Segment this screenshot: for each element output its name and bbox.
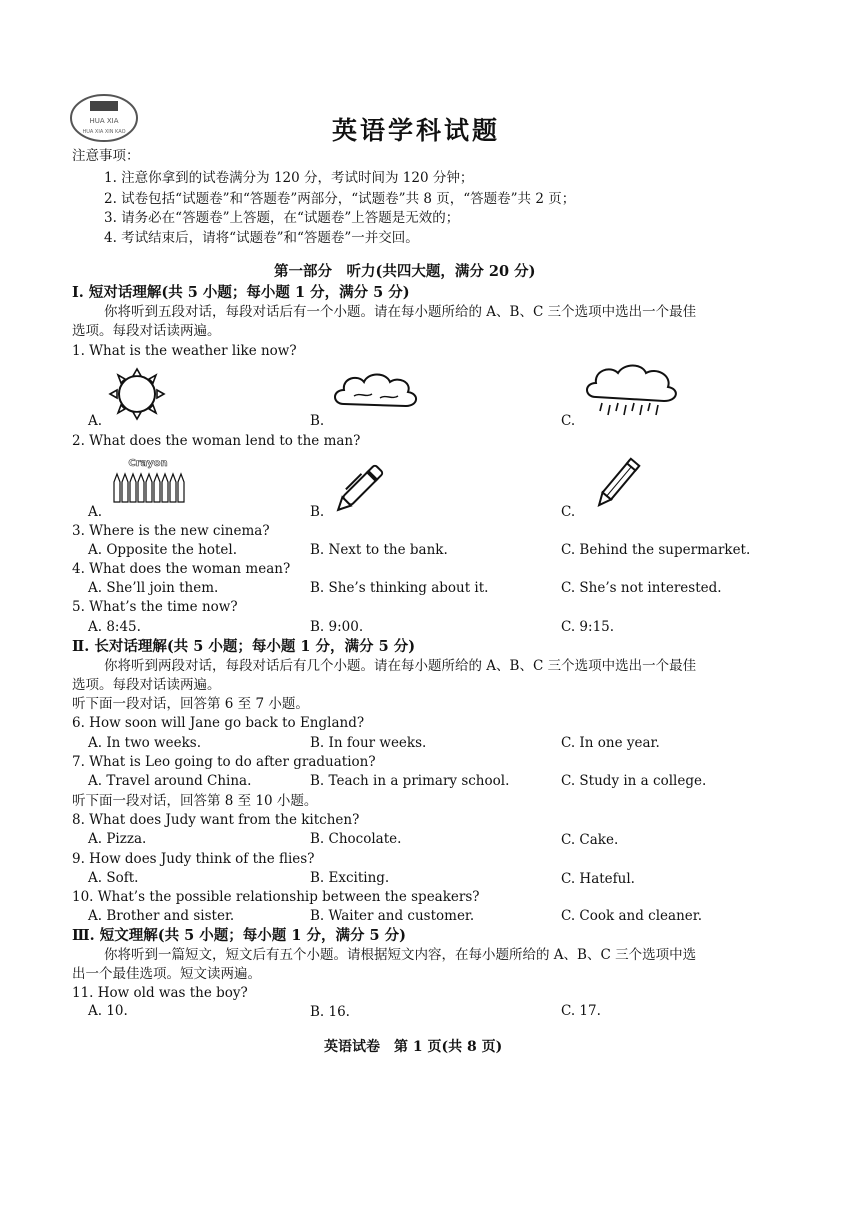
rain-cloud-icon: [584, 361, 680, 421]
q5-option-b: B. 9:00.: [310, 619, 364, 635]
sec2-intro-1: 听下面一段对话，回答第 6 至 7 小题。: [72, 696, 309, 712]
q9-option-a: A. Soft.: [88, 870, 139, 886]
pencil-icon: [588, 450, 652, 512]
crayon-label: Crayon: [128, 458, 168, 469]
q5-option-a: A. 8:45.: [88, 619, 141, 635]
part1-heading: 第一部分 听力(共四大题，满分 20 分): [274, 263, 536, 280]
question-1: 1. What is the weather like now?: [72, 343, 297, 359]
page-footer: 英语试卷 第 1 页(共 8 页): [324, 1039, 503, 1055]
q1-option-b: B.: [310, 413, 325, 429]
q7-option-c: C. Study in a college.: [561, 773, 707, 789]
exam-title: 英语学科试题: [332, 116, 501, 145]
q8-option-c: C. Cake.: [561, 832, 619, 848]
q8-option-b: B. Chocolate.: [310, 831, 402, 847]
question-5: 5. What’s the time now?: [72, 599, 238, 615]
q1-option-c: C.: [561, 413, 576, 429]
q10-option-c: C. Cook and cleaner.: [561, 908, 703, 924]
q4-option-c: C. She’s not interested.: [561, 580, 722, 596]
q4-option-b: B. She’s thinking about it.: [310, 580, 489, 596]
school-logo: [68, 92, 140, 144]
cloud-icon: [330, 368, 422, 412]
q6-option-b: B. In four weeks.: [310, 735, 427, 751]
question-2: 2. What does the woman lend to the man?: [72, 433, 361, 449]
q8-option-a: A. Pizza.: [88, 831, 147, 847]
q10-option-a: A. Brother and sister.: [88, 908, 235, 924]
question-6: 6. How soon will Jane go back to England?: [72, 715, 365, 731]
notice-item: 2. 试卷包括“试题卷”和“答题卷”两部分，“试题卷”共 8 页，“答题卷”共 2 页；: [104, 191, 576, 207]
notice-item: 3. 请务必在“答题卷”上答题，在“试题卷”上答题是无效的；: [104, 210, 460, 226]
q2-option-a: A.: [88, 504, 103, 520]
q11-option-b: B. 16.: [310, 1004, 350, 1020]
logo-text-bottom: HUA XIA XIN KAO: [82, 129, 126, 135]
sec1-heading: Ⅰ. 短对话理解(共 5 小题；每小题 1 分，满分 5 分): [72, 284, 410, 301]
sec2-intro-2: 听下面一段对话，回答第 8 至 10 小题。: [72, 793, 318, 809]
question-9: 9. How does Judy think of the flies?: [72, 851, 315, 867]
sec2-heading: Ⅱ. 长对话理解(共 5 小题；每小题 1 分，满分 5 分): [72, 638, 416, 655]
q3-option-b: B. Next to the bank.: [310, 542, 448, 558]
question-10: 10. What’s the possible relationship between the speakers?: [72, 889, 480, 905]
sec2-instruction-cont: 选项。每段对话读两遍。: [72, 677, 221, 693]
sun-icon: [102, 365, 172, 423]
q6-option-a: A. In two weeks.: [88, 735, 201, 751]
q11-option-a: A. 10.: [88, 1003, 128, 1019]
q3-option-c: C. Behind the supermarket.: [561, 542, 751, 558]
question-3: 3. Where is the new cinema?: [72, 523, 270, 539]
sec2-instruction: 你将听到两段对话，每段对话后有几个小题。请在每小题所给的 A、B、C 三个选项中选出一个最佳: [104, 658, 697, 674]
sec1-instruction: 你将听到五段对话，每段对话后有一个小题。请在每小题所给的 A、B、C 三个选项中选出一个最佳: [104, 304, 697, 320]
sec3-instruction-cont: 出一个最佳选项。短文读两遍。: [72, 966, 261, 982]
crayons-icon: [112, 456, 184, 506]
logo-text-top: HUA XIA: [89, 117, 119, 125]
q9-option-c: C. Hateful.: [561, 871, 635, 887]
q5-option-c: C. 9:15.: [561, 619, 615, 635]
q7-option-b: B. Teach in a primary school.: [310, 773, 510, 789]
q3-option-a: A. Opposite the hotel.: [88, 542, 238, 558]
q10-option-b: B. Waiter and customer.: [310, 908, 475, 924]
q11-option-c: C. 17.: [561, 1003, 601, 1019]
sec1-instruction-cont: 选项。每段对话读两遍。: [72, 323, 221, 339]
sec3-heading: Ⅲ. 短文理解(共 5 小题；每小题 1 分，满分 5 分): [72, 927, 407, 944]
q6-option-c: C. In one year.: [561, 735, 660, 751]
q7-option-a: A. Travel around China.: [88, 773, 252, 789]
question-8: 8. What does Judy want from the kitchen?: [72, 812, 360, 828]
q2-option-c: C.: [561, 504, 576, 520]
q1-option-a: A.: [88, 413, 103, 429]
notice-heading: 注意事项：: [72, 148, 140, 164]
notice-item: 1. 注意你拿到的试卷满分为 120 分，考试时间为 120 分钟；: [104, 170, 474, 186]
q9-option-b: B. Exciting.: [310, 870, 390, 886]
q2-option-b: B.: [310, 504, 325, 520]
q4-option-a: A. She’ll join them.: [88, 580, 219, 596]
fountain-pen-icon: [325, 450, 405, 516]
question-7: 7. What is Leo going to do after graduation?: [72, 754, 376, 770]
notice-item: 4. 考试结束后，请将“试题卷”和“答题卷”一并交回。: [104, 230, 419, 246]
question-4: 4. What does the woman mean?: [72, 561, 291, 577]
question-11: 11. How old was the boy?: [72, 985, 248, 1001]
sec3-instruction: 你将听到一篇短文，短文后有五个小题。请根据短文内容，在每小题所给的 A、B、C 三个选项中选: [104, 947, 697, 963]
